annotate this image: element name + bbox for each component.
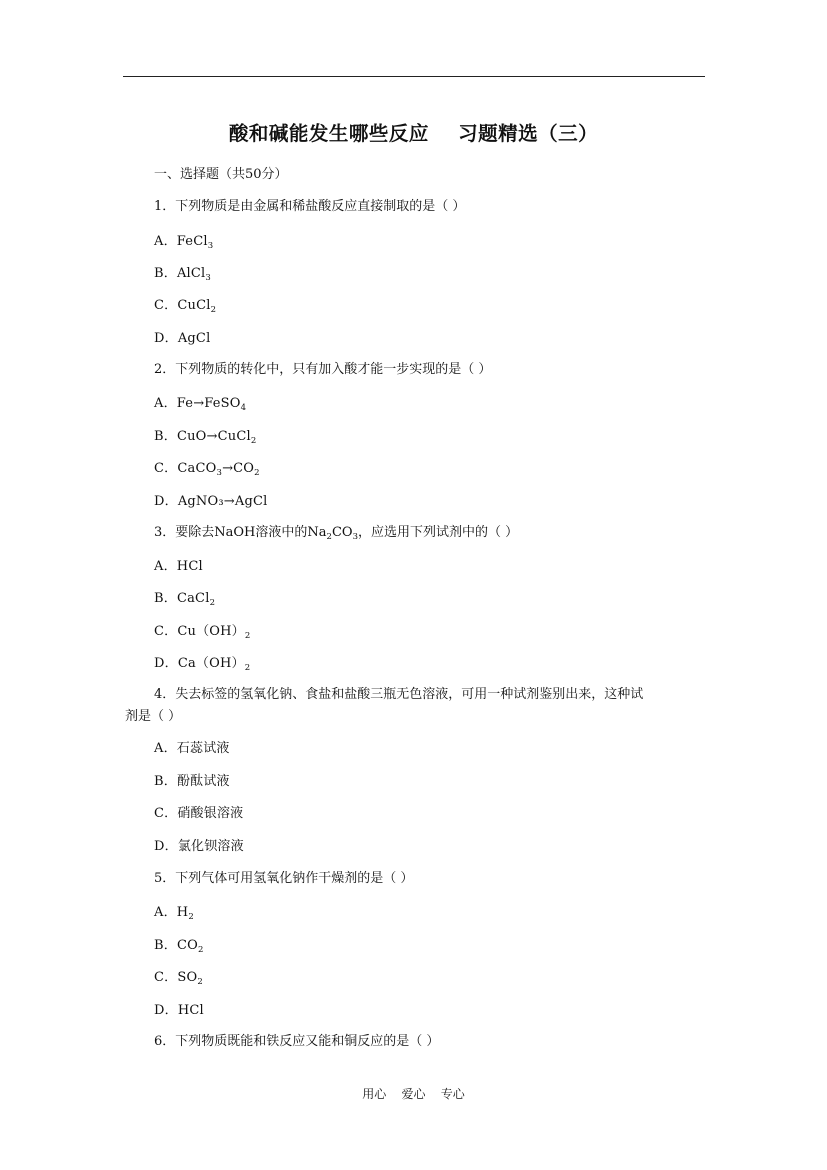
question-4-option-c: C．硝酸银溶液 xyxy=(154,806,244,821)
question-2-option-a: A．Fe→FeSO$_4$ xyxy=(154,396,247,413)
question-4-stem-line-1: 4．失去标签的氢氧化钠、食盐和盐酸三瓶无色溶液，可用一种试剂鉴别出来，这种试 xyxy=(154,687,644,702)
question-1-option-d: D．AgCl xyxy=(154,331,211,346)
question-4-option-b: B．酚酞试液 xyxy=(154,774,230,789)
question-1-option-a: A．FeCl$_3$ xyxy=(154,234,214,251)
question-2-option-c: C．$CaCO_3\to CO_2$ xyxy=(154,461,260,478)
question-1-stem: 1．下列物质是由金属和稀盐酸反应直接制取的是（ ） xyxy=(154,199,466,214)
question-3-option-c: C．$Cu(OH)_2$ xyxy=(154,624,251,641)
question-4-option-a: A．石蕊试液 xyxy=(154,741,230,756)
question-5-option-c: C．$SO_2$ xyxy=(154,970,203,987)
page-title: 酸和碱能发生哪些反应 习题精选（三） xyxy=(228,122,599,145)
question-3-option-d: D．$Ca(OH)_2$ xyxy=(154,656,251,673)
question-3-option-a: A．HCl xyxy=(154,559,203,574)
question-1-option-b: B．AlCl$_3$ xyxy=(154,266,212,283)
question-3-option-b: B．CaCl$_2$ xyxy=(154,591,216,608)
question-5-option-b: B．$CO_2$ xyxy=(154,938,204,955)
question-2-option-b: B．CuO→CuCl$_2$ xyxy=(154,429,257,446)
question-2-stem: 2．下列物质的转化中，只有加入酸才能一步实现的是（ ） xyxy=(154,362,492,377)
section-heading: 一、选择题（共50分） xyxy=(154,167,288,182)
question-4-stem-line-2: 剂是（ ） xyxy=(125,709,182,724)
question-4-option-d: D．氯化钡溶液 xyxy=(154,839,244,854)
question-1-option-c: C．CuCl$_2$ xyxy=(154,298,217,315)
page-footer: 用心 爱心 专心 xyxy=(362,1087,465,1101)
question-5-option-d: D．HCl xyxy=(154,1003,204,1018)
question-6-stem: 6．下列物质既能和铁反应又能和铜反应的是（ ） xyxy=(154,1034,440,1049)
question-2-option-d: D．AgNO₃→AgCl xyxy=(154,494,268,509)
question-5-option-a: A．$H_2$ xyxy=(154,905,194,922)
question-5-stem: 5．下列气体可用氢氧化钠作干燥剂的是（ ） xyxy=(154,871,414,886)
header-rule xyxy=(123,76,705,77)
question-3-stem: 3．要除去NaOH溶液中的$Na_2CO_3$，应选用下列试剂中的（ ） xyxy=(154,525,519,542)
